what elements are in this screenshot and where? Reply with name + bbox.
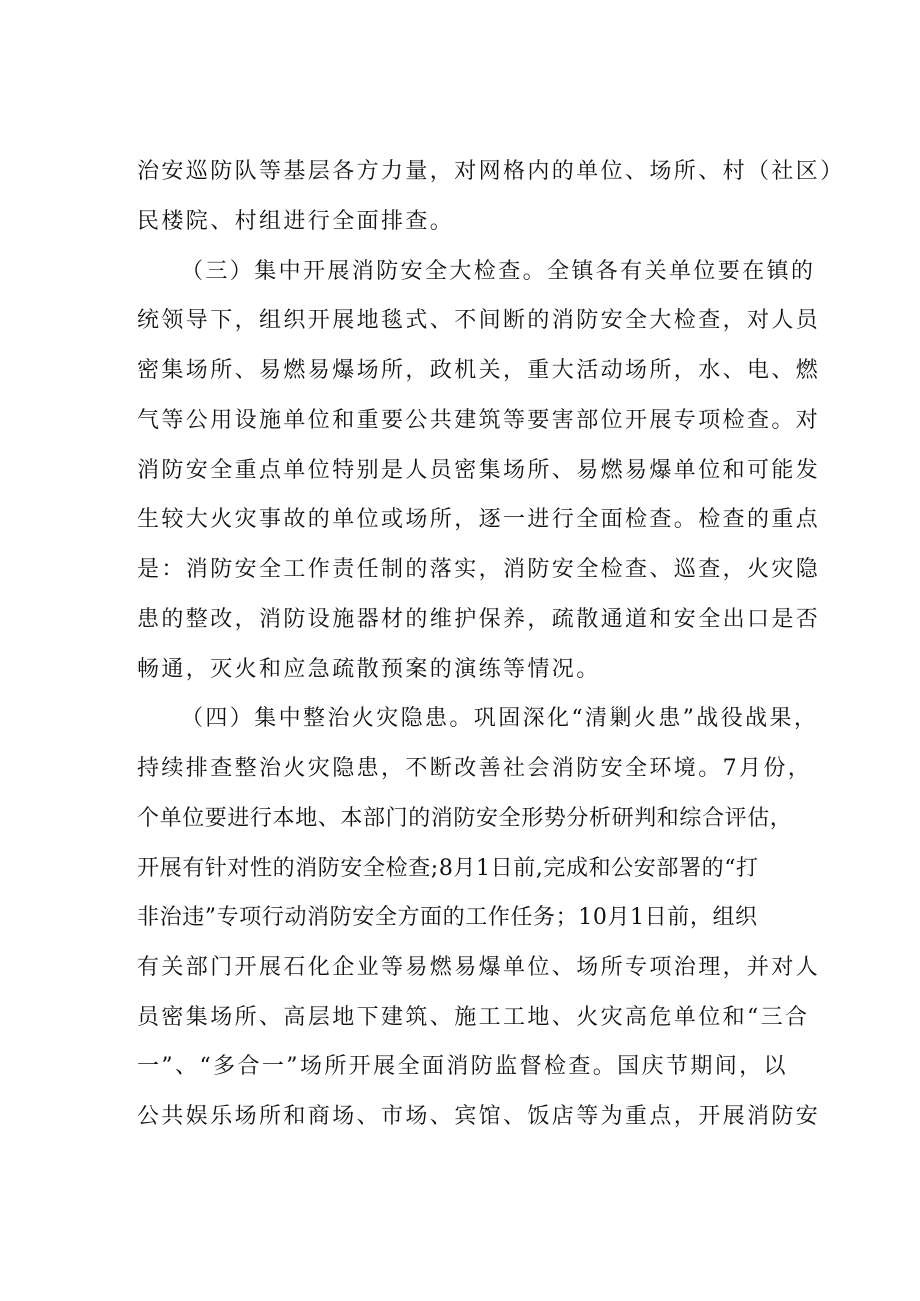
- text-line: 非治违”专项行动消防安全方面的工作任务；10月1日前，组织: [137, 905, 758, 930]
- text-line: 畅通，灭火和应急疏散预案的演练等情况。: [137, 657, 601, 682]
- text-line: 民楼院、村组进行全面排查。: [137, 209, 455, 234]
- text-line: 密集场所、易燃易爆场所，政机关，重大活动场所，水、电、燃: [137, 358, 821, 383]
- text-line: 治安巡防队等基层各方力量，对网格内的单位、场所、村（社区）: [137, 159, 845, 184]
- text-line: 是：消防安全工作责任制的落实，消防安全检查、巡查，火灾隐: [137, 557, 821, 582]
- paragraph-heading-3: （三）集中开展消防安全大检查。全镇各有关单位要在镇的: [181, 259, 816, 284]
- text-line: 开展有针对性的消防安全检查;8月1日前,完成和公安部署的“打: [137, 856, 759, 881]
- text-line: 员密集场所、高层地下建筑、施工工地、火灾高危单位和“三合: [137, 1005, 810, 1030]
- text-line: 持续排查整治火灾隐患，不断改善社会消防安全环境。7月份，: [137, 756, 813, 781]
- text-line: 公共娱乐场所和商场、市场、宾馆、饭店等为重点，开展消防安: [137, 1104, 821, 1129]
- text-line: 生较大火灾事故的单位或场所，逐一进行全面检查。检查的重点: [137, 507, 821, 532]
- text-line: 一”、“多合一”场所开展全面消防监督检查。国庆节期间，以: [137, 1054, 788, 1079]
- paragraph-heading-4: （四）集中整治火灾隐患。巩固深化“清剿火患”战役战果，: [181, 706, 819, 731]
- text-line: 有关部门开展石化企业等易燃易爆单位、场所专项治理，并对人: [137, 955, 821, 980]
- text-line: 消防安全重点单位特别是人员密集场所、易燃易爆单位和可能发: [137, 458, 821, 483]
- text-line: 患的整改，消防设施器材的维护保养，疏散通道和安全出口是否: [137, 607, 821, 632]
- text-line: 统领导下，组织开展地毯式、不间断的消防安全大检查，对人员: [137, 308, 821, 333]
- text-line: 个单位要进行本地、本部门的消防安全形势分析研判和综合评估，: [137, 806, 793, 831]
- text-line: 气等公用设施单位和重要公共建筑等要害部位开展专项检查。对: [137, 408, 821, 433]
